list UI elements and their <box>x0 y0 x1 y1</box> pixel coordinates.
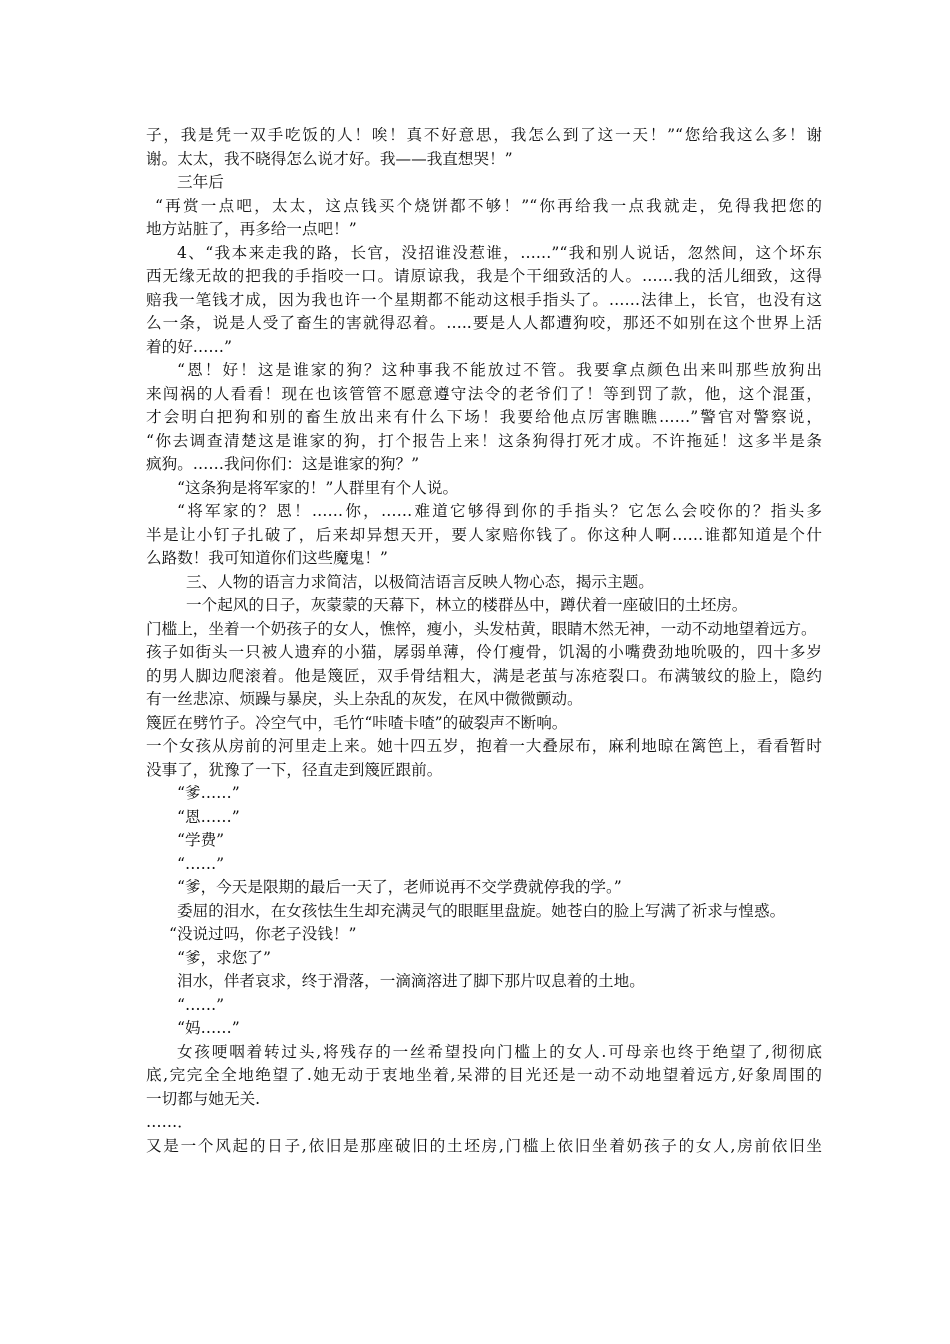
text-line: 篾匠在劈竹子。冷空气中，毛竹“咔喳卡喳”的破裂声不断响。 <box>146 713 568 732</box>
text-line: 4、“我本来走我的路，长官，没招谁没惹谁，……”“我和别人说话，忽然间，这个坏东 <box>177 243 822 262</box>
text-line: 一个女孩从房前的河里走上来。她十四五岁，抱着一大叠尿布，麻利地晾在篱笆上，看看暂时 <box>146 737 822 755</box>
text-line: “爹，求您了” <box>177 948 271 967</box>
text-line: “爹……” <box>177 784 240 802</box>
text-line: “再赏一点吧，太太，这点钱买个烧饼都不够！”“你再给我一点我就走，免得我把您的 <box>155 196 822 215</box>
text-line: 子，我是凭一双手吃饭的人！唉！真不好意思，我怎么到了这一天！”“您给我这么多！谢 <box>146 126 822 144</box>
text-line: “……” <box>177 854 225 873</box>
text-line: 门槛上，坐着一个奶孩子的女人，憔悴，瘦小，头发枯黄，眼睛木然无神，一动不动地望着远方。 <box>146 619 817 638</box>
text-line: “这条狗是将军家的！”人群里有个人说。 <box>177 478 459 497</box>
text-line: 赔我一笔钱才成，因为我也许一个星期都不能动这根手指头了。……法律上，长官，也没有这 <box>146 290 822 309</box>
text-line: “学费” <box>177 831 225 849</box>
text-line: “恩……” <box>177 807 240 826</box>
text-line: “……” <box>177 995 225 1014</box>
text-line: 三年后 <box>177 173 224 191</box>
text-line: “妈……” <box>177 1019 240 1037</box>
text-line: 没事了，犹豫了一下，径直走到篾匠跟前。 <box>146 760 443 779</box>
text-line: 委屈的泪水，在女孩怯生生却充满灵气的眼眶里盘旋。她苍白的脸上写满了祈求与惶惑。 <box>177 901 786 920</box>
text-line: 地方站脏了，再多给一点吧！” <box>146 220 357 238</box>
document-body <box>146 124 822 1158</box>
text-line: 来闯祸的人看看！现在也该管管不愿意遵守法令的老爷们了！等到罚了款，他，这个混蛋， <box>146 384 822 403</box>
text-line: 有一丝悲凉、烦躁与暴戾，头上杂乱的灰发，在风中微微颤动。 <box>146 690 583 708</box>
text-line: “没说过吗，你老子没钱！” <box>169 925 357 943</box>
text-line: 西无缘无故的把我的手指咬一口。请原谅我，我是个干细致活的人。……我的活儿细致，这得 <box>146 267 822 285</box>
text-line: 么一条，说是人受了畜生的害就得忍着。…..要是人人都遭狗咬，那还不如别在这个世界上活 <box>146 314 822 332</box>
text-line: 的男人脚边爬滚着。他是篾匠，双手骨结粗大，满是老茧与冻疮裂口。布满皱纹的脸上，隐约 <box>146 666 822 685</box>
text-line: 又是一个风起的日子,依旧是那座破旧的土坯房,门槛上依旧坐着奶孩子的女人,房前依旧坐 <box>146 1136 822 1155</box>
text-line: 么路数！我可知道你们这些魔鬼！” <box>146 549 388 567</box>
text-line: 孩子如街头一只被人遗弃的小猫，孱弱单薄，伶仃瘦骨，饥渴的小嘴费劲地吮吸的，四十多岁 <box>146 643 822 661</box>
text-line: 谢。太太，我不晓得怎么说才好。我——我直想哭！” <box>146 149 513 168</box>
text-line: “恩！好！这是谁家的狗？这种事我不能放过不管。我要拿点颜色出来叫那些放狗出 <box>177 361 822 379</box>
text-line: 三、人物的语言力求简洁，以极简洁语言反映人物心态，揭示主题。 <box>186 572 654 591</box>
text-line: 疯狗。……我问你们：这是谁家的狗？” <box>146 455 420 473</box>
text-line: “你去调查清楚这是谁家的狗，打个报告上来！这条狗得打死才成。不许拖延！这多半是条 <box>146 431 822 450</box>
text-line: 才会明白把狗和别的畜生放出来有什么下场！我要给他点厉害瞧瞧……”警官对警察说， <box>146 408 822 426</box>
text-line: 一个起风的日子，灰蒙蒙的天幕下，林立的楼群丛中，蹲伏着一座破旧的土坯房。 <box>186 596 748 614</box>
text-line: 一切都与她无关. <box>146 1089 261 1108</box>
text-line: 女孩哽咽着转过头,将残存的一丝希望投向门槛上的女人.可母亲也终于绝望了,彻彻底 <box>177 1042 822 1061</box>
text-line: 半是让小钉子扎破了，后来却异想天开，要人家赔你钱了。你这种人啊……谁都知道是个什 <box>146 525 822 544</box>
text-line: “将军家的？恩！……你，……难道它够得到你的手指头？它怎么会咬你的？指头多 <box>177 502 822 520</box>
text-line: “爹，今天是限期的最后一天了，老师说再不交学费就停我的学。” <box>177 878 622 896</box>
text-line: ……． <box>146 1113 193 1131</box>
text-line: 泪水，伴者哀求，终于滑落，一滴滴溶进了脚下那片叹息着的土地。 <box>177 972 645 990</box>
text-line: 着的好……” <box>146 337 232 356</box>
text-line: 底,完完全全地绝望了.她无动于衷地坐着,呆滞的目光还是一动不动地望着远方,好象周围的 <box>146 1066 822 1084</box>
